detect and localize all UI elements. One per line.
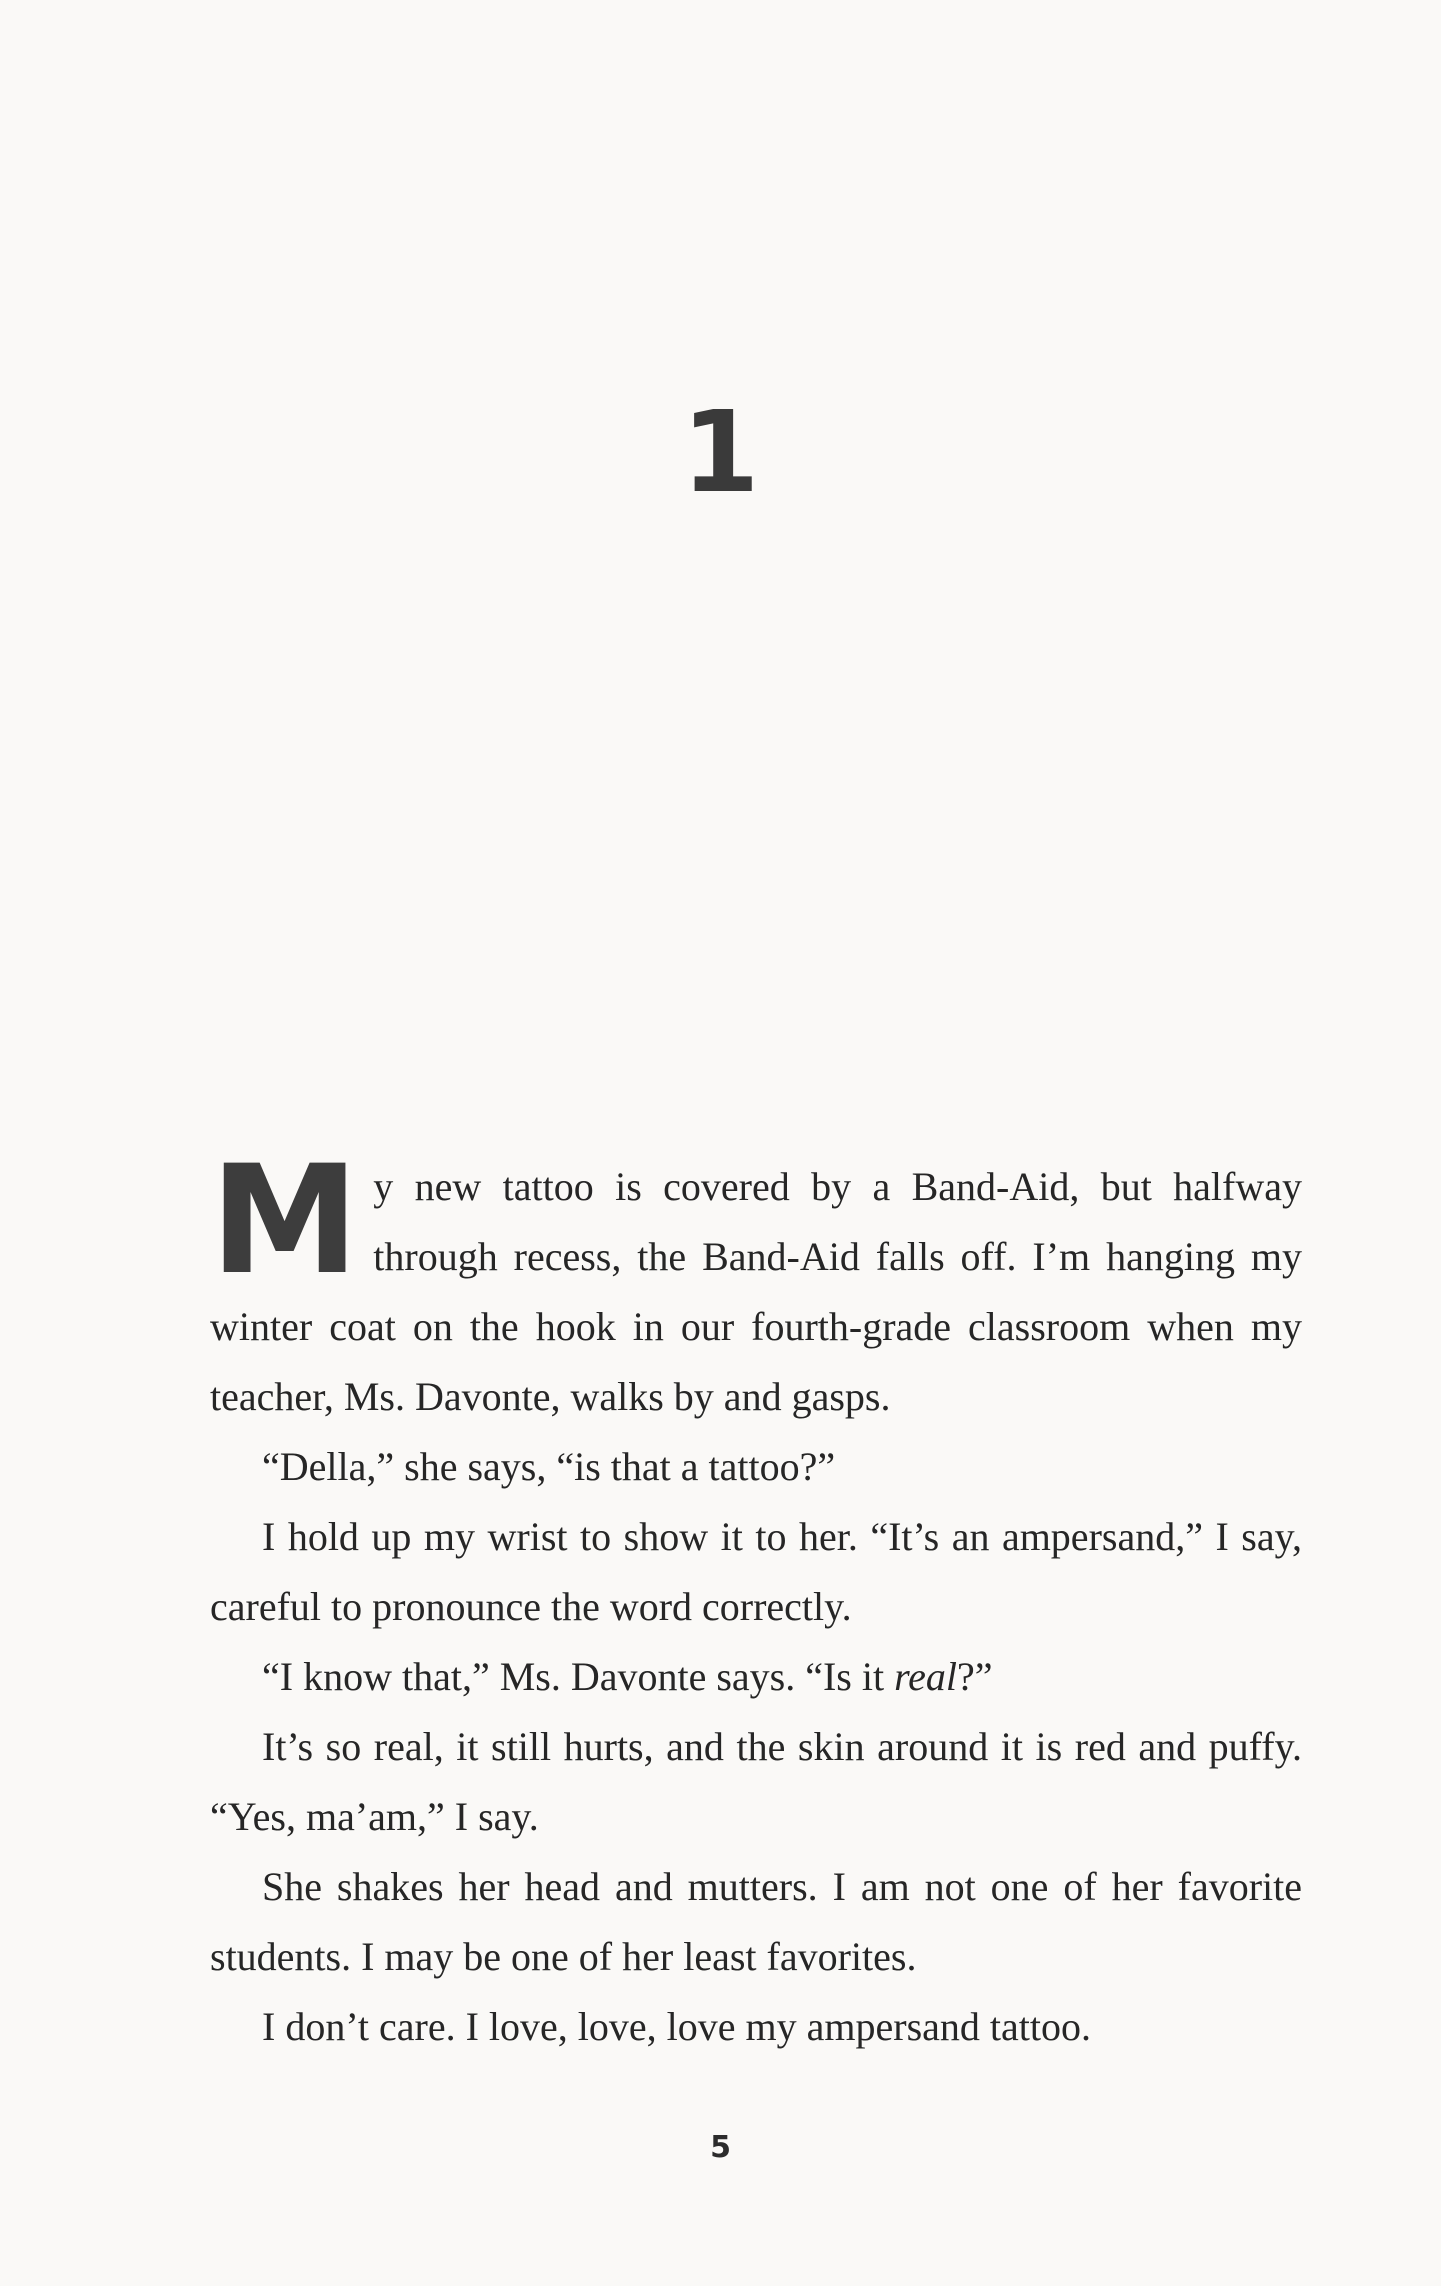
paragraph-3: I hold up my wrist to show it to her. “It’s an ampersand,” I say, careful to pronounce the word correctly. (210, 1514, 1302, 1629)
paragraph-6: She shakes her head and mutters. I am not one of her favorite students. I may be one of her least favorites. (210, 1864, 1302, 1979)
paragraph-4-after: ?” (957, 1654, 993, 1699)
paragraph-2: “Della,” she says, “is that a tattoo?” (262, 1444, 836, 1489)
chapter-body (210, 1134, 1302, 2062)
chapter-number: 1 (681, 388, 760, 518)
paragraph-4-emphasis: real (894, 1654, 958, 1699)
drop-cap: M (210, 1134, 360, 1308)
paragraph-4-before: “I know that,” Ms. Davonte says. “Is it (262, 1654, 895, 1699)
paragraph-7: I don’t care. I love, love, love my ampersand tattoo. (262, 2004, 1092, 2049)
paragraph-4 (210, 1642, 1302, 1712)
paragraph-5: It’s so real, it still hurts, and the skin around it is red and puffy. “Yes, ma’am,” I say. (210, 1724, 1302, 1839)
paragraph-1-text: y new tattoo is covered by a Band-Aid, but halfway through recess, the Band-Aid falls off. I’m hanging my winter coat on the hook in our fourth-grade classroom when my teacher, Ms. Davonte, walks by and gasps. (210, 1164, 1302, 1419)
page-number: 5 (710, 2130, 731, 2165)
paragraph-1 (210, 1134, 1302, 1432)
